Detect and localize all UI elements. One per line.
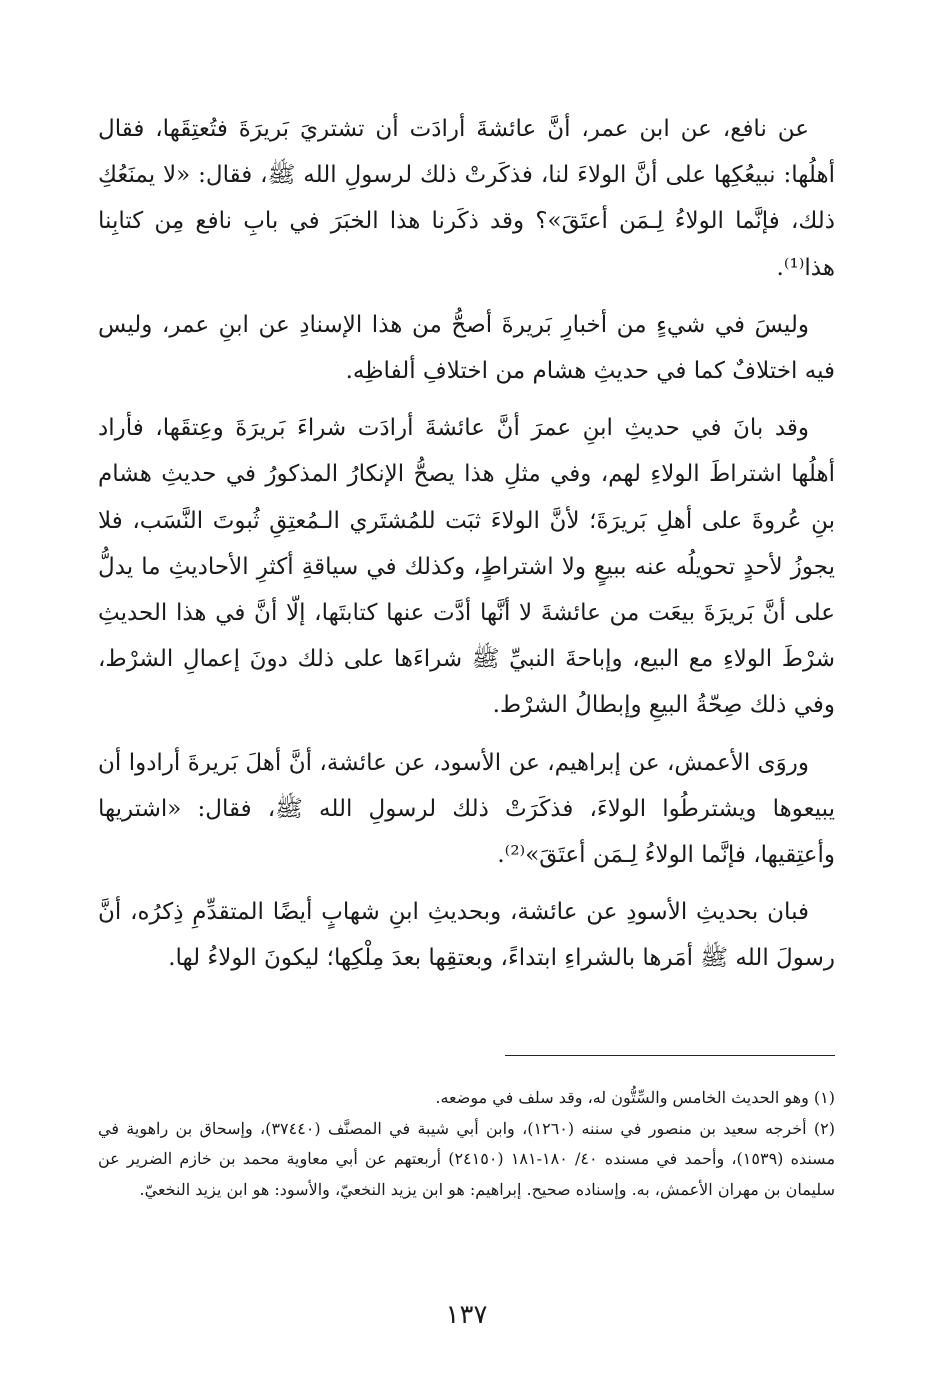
page-number: ١٣٧ (445, 1300, 488, 1330)
paragraph: وليسَ في شيءٍ من أخبارِ بَريرةَ أصحُّ من هذا الإسنادِ عن ابنِ عمر، وليس فيه اختلافٌ كما في حديثِ هشام من اختلافِ ألفاظِه. (98, 311, 835, 385)
main-text (98, 106, 835, 993)
footnote: (١) وهو الحديث الخامس والسِّتُّون له، وقد سلف في موضعه. (435, 1088, 835, 1107)
paragraph: وروَى الأعمش، عن إبراهيم، عن الأسود، عن عائشة، أنَّ أهلَ بَريرةَ أرادوا أن يبيعوها ويشترطُوا الولاءَ، فذكَرَتْ ذلك لرسولِ الله ﷺ، فقال: «اشتريها وأعتِقيها، فإنَّما الولاءُ لِـمَن أعتَقَ»⁽²⁾. (98, 749, 835, 869)
paragraph: وقد بانَ في حديثِ ابنِ عمرَ أنَّ عائشةَ أرادَت شراءَ بَريرَةَ وعِتقَها، فأراد أهلُها اشتراطَ الولاءِ لهم، وفي مثلِ هذا يصحُّ الإنكارُ المذكورُ في حديثِ هشام بنِ عُروةَ على أهلِ بَريرَةَ؛ لأنَّ الولاءَ ثبَت للمُشتَري الـمُعتِقِ ثُبوتَ النَّسَب، فلا يجوزُ لأحدٍ تحويلُه عنه ببيعٍ ولا اشتراطٍ، وكذلك في سياقةِ أكثرِ الأحاديثِ ما يدلُّ على أنَّ بَريرَةَ بيعَت من عائشةَ لا أنَّها أدَّت عنها كتابتَها، إلّا أنَّ في هذا الحديثِ شرْطَ الولاءِ مع البيع، وإباحةَ النبيِّ ﷺ شراءَها على ذلك دونَ إعمالِ الشرْط، وفي ذلك صِحّةُ البيعِ وإبطالُ الشرْط. (98, 415, 835, 719)
paragraph: فبان بحديثِ الأسودِ عن عائشة، وبحديثِ ابنِ شهابٍ أيضًا المتقدِّمِ ذِكرُه، أنَّ رسولَ الله ﷺ أمَرها بالشراءِ ابتداءً، وبعتقِها بعدَ مِلْكِها؛ ليكونَ الولاءُ لها. (98, 899, 835, 972)
footnote-separator (505, 1055, 835, 1056)
footnotes (98, 1083, 835, 1205)
paragraph: عن نافع، عن ابن عمر، أنَّ عائشةَ أرادَت أن تشتريَ بَريرَةَ فتُعتِقَها، فقال أهلُها: نبيعُكِها على أنَّ الولاءَ لنا، فذكَرتْ ذلك لرسولِ الله ﷺ، فقال: «لا يمنَعُكِ ذلك، فإنَّما الولاءُ لِـمَن أعتَقَ»؟ وقد ذكَرنا هذا الخبَرَ في بابِ نافع مِن كتابِنا هذا⁽¹⁾. (98, 116, 835, 281)
footnote: (٢) أخرجه سعيد بن منصور في سننه (١٢٦٠)، وابن أبي شيبة في المصنَّف (٣٧٤٤٠)، وإسحاق بن راهوية في مسنده (١٥٣٩)، وأحمد في مسنده ٤٠/ ١٨٠-١٨١ (٢٤١٥٠) أربعتهم عن أبي معاوية محمد بن خازم الضرير عن سليمان بن مهران الأعمش، به. وإسناده صحيح. إبراهيم: هو ابن يزيد النخعيّ، والأسود: هو ابن يزيد النخعيّ. (98, 1118, 836, 1199)
